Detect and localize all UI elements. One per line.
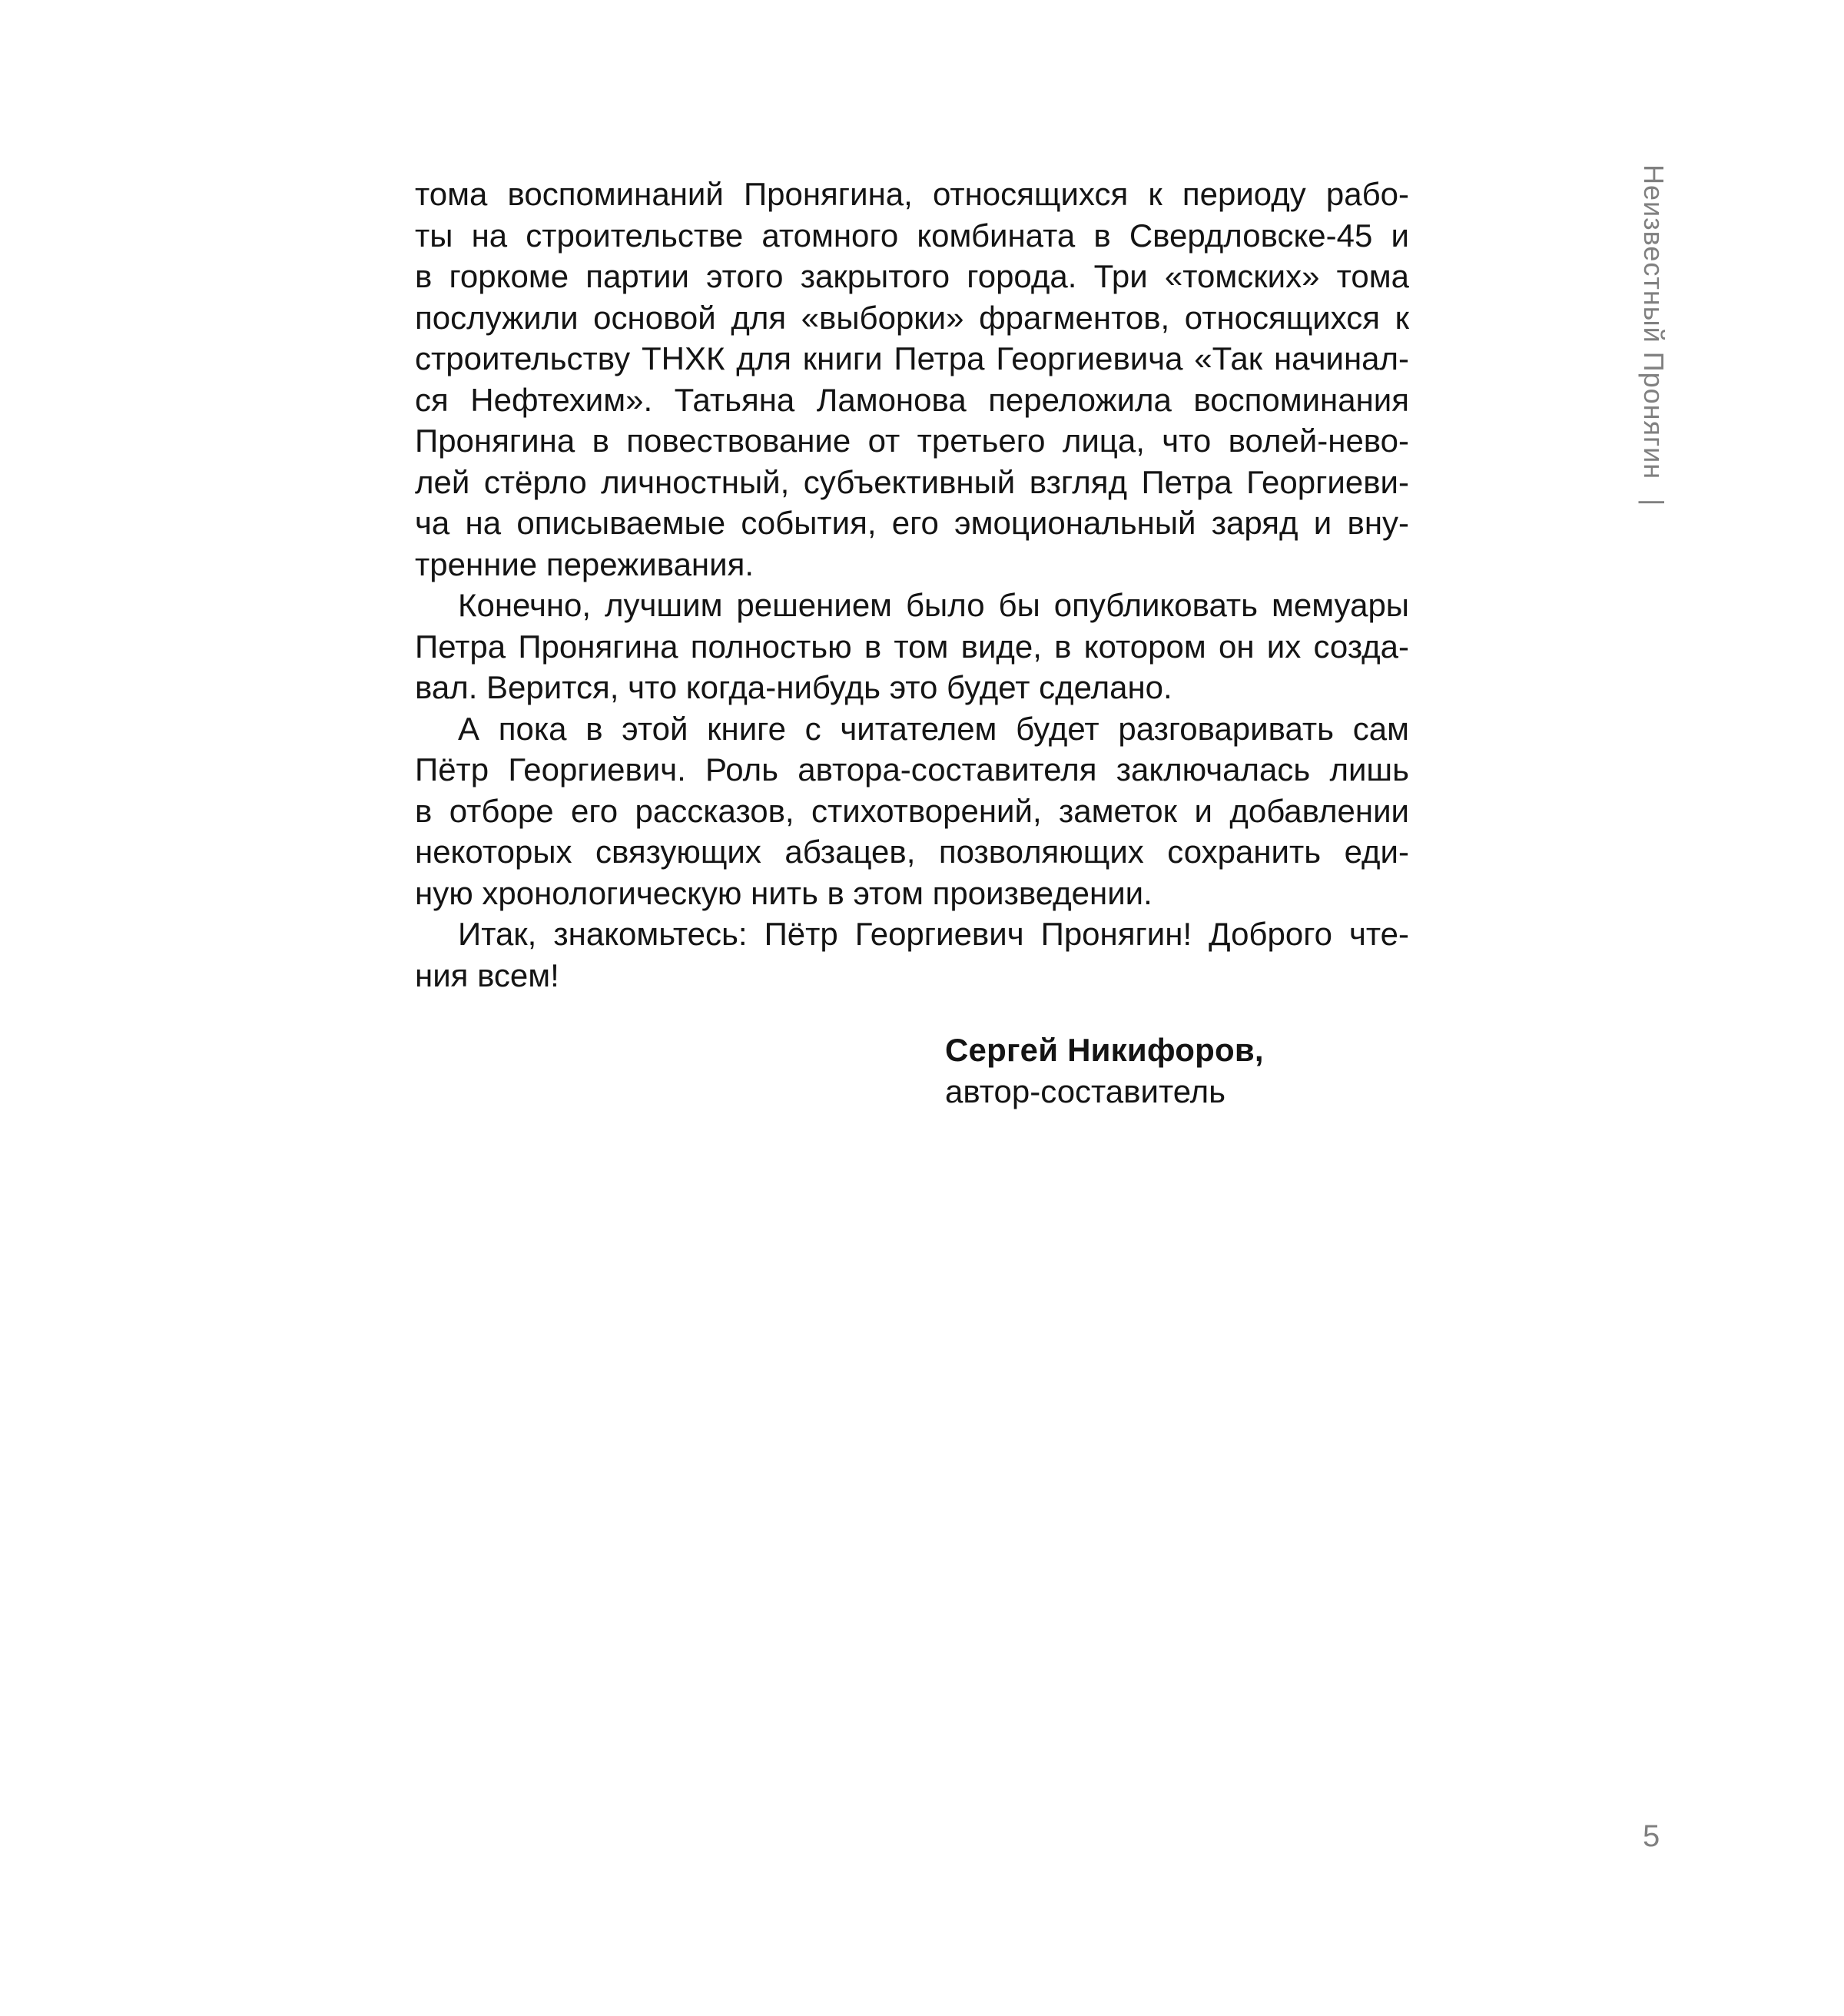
text-line: ную хронологическую нить в этом произведении. [415,874,1152,911]
page-number: 5 [1643,1819,1660,1853]
text-line: строительству ТНХК для книги Петра Георгиевича «Так начинал- [415,340,1409,376]
running-head-title: Неизвестный Пронягин [1638,164,1670,480]
text-line: ча на описываемые события, его эмоциональный заряд и вну- [415,505,1409,541]
text-line: Итак, знакомьтесь: Пётр Георгиевич Пронягин! Доброго чте- [458,916,1409,952]
text-line: Петра Пронягина полностью в том виде, в котором он их созда- [415,628,1409,665]
text-line: Пронягина в повествование от третьего лица, что волей-нево- [415,423,1409,459]
text-line: лей стёрло личностный, субъективный взгляд Петра Георгиеви- [415,463,1409,500]
text-line: послужили основой для «выборки» фрагментов, относящихся к [415,299,1409,336]
text-line: ся Нефтехим». Татьяна Ламонова переложила воспоминания [415,381,1409,418]
author-role: автор-составитель [945,1073,1226,1109]
text-line: в горкоме партии этого закрытого города. Три «томских» тома [415,258,1409,294]
running-head [1629,164,1678,507]
text-line: некоторых связующих абзацев, позволяющих сохранить еди- [415,834,1409,870]
text-line: ты на строительстве атомного комбината в Свердловске-45 и [415,217,1409,254]
signature-block [945,1030,1264,1112]
text-line: вал. Верится, что когда-нибудь это будет сделано. [415,669,1172,705]
text-line: в отборе его рассказов, стихотворений, заметок и добавлении [415,792,1409,829]
text-line: Конечно, лучшим решением было бы опубликовать мемуары [458,587,1409,623]
body-text [415,174,1409,996]
text-line: А пока в этой книге с читателем будет разговаривать сам [458,710,1409,747]
author-name: Сергей Никифоров, [945,1032,1264,1068]
text-line: Пётр Георгиевич. Роль автора-составителя заключалась лишь [415,751,1409,788]
running-head-separator: | [1638,499,1670,507]
text-line: ния всем! [415,957,559,993]
text-line: тренние переживания. [415,545,754,582]
text-line: тома воспоминаний Пронягина, относящихся к периоду рабо- [415,176,1409,212]
